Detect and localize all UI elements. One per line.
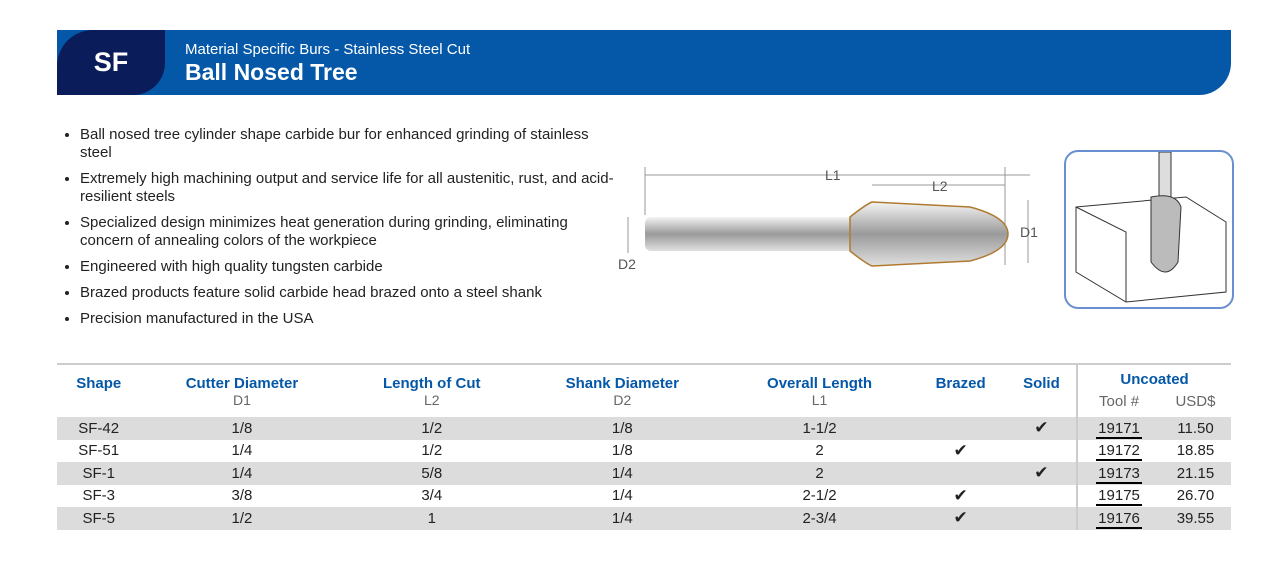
check-icon bbox=[1007, 440, 1077, 463]
col-solid: Solid bbox=[1023, 375, 1060, 392]
feature-item: • Brazed products feature solid carbide head brazed onto a steel shank bbox=[80, 284, 620, 302]
d1-label: D1 bbox=[1020, 224, 1038, 240]
cell-tool bbox=[1077, 417, 1160, 440]
cell-usd: 21.15 bbox=[1160, 462, 1231, 485]
col-group-uncoated: Uncoated bbox=[1077, 364, 1231, 389]
cell-overall: 2 bbox=[815, 442, 824, 460]
cell-overall: 2-3/4 bbox=[725, 507, 915, 530]
d2-label: D2 bbox=[618, 256, 636, 272]
col-shank: Shank Diameter D2 bbox=[565, 375, 679, 408]
check-icon: ✔ bbox=[1007, 417, 1077, 440]
cell-overall: 2 bbox=[725, 462, 915, 485]
cell-cutter: 1/8 bbox=[140, 417, 343, 440]
tool-number-link[interactable]: 19173 bbox=[1098, 464, 1140, 482]
col-cutter: Cutter Diameter D1 bbox=[185, 375, 299, 408]
col-brazed: Brazed bbox=[935, 375, 986, 392]
check-icon bbox=[914, 462, 1006, 485]
feature-item: • Extremely high machining output and service life for all austenitic, rust, and acid-resilient steels bbox=[80, 170, 620, 206]
col-overall: Overall Length L1 bbox=[767, 375, 873, 408]
feature-item: • Precision manufactured in the USA bbox=[80, 310, 620, 328]
table-row bbox=[57, 440, 1231, 463]
table-row bbox=[57, 462, 1231, 485]
tool-number-link[interactable]: 19175 bbox=[1098, 487, 1140, 505]
cell-shank: 1/4 bbox=[520, 507, 725, 530]
cell-overall: 1-1/2 bbox=[725, 417, 915, 440]
table-row bbox=[57, 417, 1231, 440]
check-icon bbox=[1007, 507, 1077, 530]
cell-shank: 1/8 bbox=[520, 417, 725, 440]
check-icon: ✔ bbox=[914, 507, 1006, 530]
cell-shape: SF-1 bbox=[57, 462, 140, 485]
col-tool: Tool # bbox=[1077, 389, 1160, 417]
cell-cutter: 1/2 bbox=[140, 507, 343, 530]
feature-item: • Engineered with high quality tungsten carbide bbox=[80, 258, 620, 276]
cell-length: 1 bbox=[344, 507, 520, 530]
cell-usd: 39.55 bbox=[1160, 507, 1231, 530]
check-icon bbox=[914, 417, 1006, 440]
cell-shank: 1/8 bbox=[611, 442, 633, 460]
cell-tool bbox=[1077, 440, 1160, 463]
cell-shank: 1/4 bbox=[611, 487, 633, 505]
cell-cutter: 1/4 bbox=[140, 462, 343, 485]
bur-dimension-diagram bbox=[610, 155, 1050, 285]
check-icon: ✔ bbox=[1007, 462, 1077, 485]
cell-tool bbox=[1077, 485, 1160, 508]
col-shape: Shape bbox=[76, 375, 122, 392]
feature-item: • Specialized design minimizes heat generation during grinding, eliminating concern of annealing colors of the workpiece bbox=[80, 214, 620, 250]
table-row bbox=[57, 485, 1231, 508]
cell-shape: SF-3 bbox=[82, 487, 115, 505]
cell-shape: SF-5 bbox=[57, 507, 140, 530]
check-icon: ✔ bbox=[953, 440, 968, 460]
cell-shape: SF-42 bbox=[57, 417, 140, 440]
cell-usd: 18.85 bbox=[1176, 442, 1215, 460]
cell-length: 1/2 bbox=[421, 442, 443, 460]
header-subtitle: Material Specific Burs - Stainless Steel Cut bbox=[185, 41, 471, 58]
cell-shape: SF-51 bbox=[78, 442, 120, 460]
cell-shank: 1/4 bbox=[520, 462, 725, 485]
l1-label: L1 bbox=[825, 167, 841, 183]
shape-code: SF bbox=[57, 30, 165, 95]
l2-label: L2 bbox=[932, 178, 948, 194]
col-usd: USD$ bbox=[1175, 393, 1216, 410]
check-icon: ✔ bbox=[953, 485, 968, 505]
cutter-head bbox=[850, 202, 1008, 266]
cell-length: 1/2 bbox=[344, 417, 520, 440]
feature-item: • Ball nosed tree cylinder shape carbide bur for enhanced grinding of stainless steel bbox=[80, 126, 620, 162]
cell-cutter: 3/8 bbox=[231, 487, 253, 505]
cell-usd: 26.70 bbox=[1176, 487, 1215, 505]
header-title: Ball Nosed Tree bbox=[185, 59, 358, 85]
cell-cutter: 1/4 bbox=[231, 442, 253, 460]
tool-number-link[interactable]: 19172 bbox=[1098, 442, 1140, 460]
table-row bbox=[57, 507, 1231, 530]
cell-overall: 2-1/2 bbox=[802, 487, 837, 505]
cell-tool bbox=[1077, 507, 1160, 530]
col-length: Length of Cut L2 bbox=[383, 375, 481, 408]
cell-length: 3/4 bbox=[421, 487, 443, 505]
cell-tool bbox=[1077, 462, 1160, 485]
bur-in-use-illustration bbox=[1064, 150, 1234, 309]
shank bbox=[645, 217, 855, 251]
check-icon bbox=[1007, 485, 1077, 508]
feature-list bbox=[60, 126, 620, 336]
product-table bbox=[57, 363, 1231, 530]
tool-number-link[interactable]: 19171 bbox=[1098, 419, 1140, 437]
tool-number-link[interactable]: 19176 bbox=[1098, 509, 1140, 527]
cell-length: 5/8 bbox=[344, 462, 520, 485]
cell-usd: 11.50 bbox=[1160, 417, 1231, 440]
